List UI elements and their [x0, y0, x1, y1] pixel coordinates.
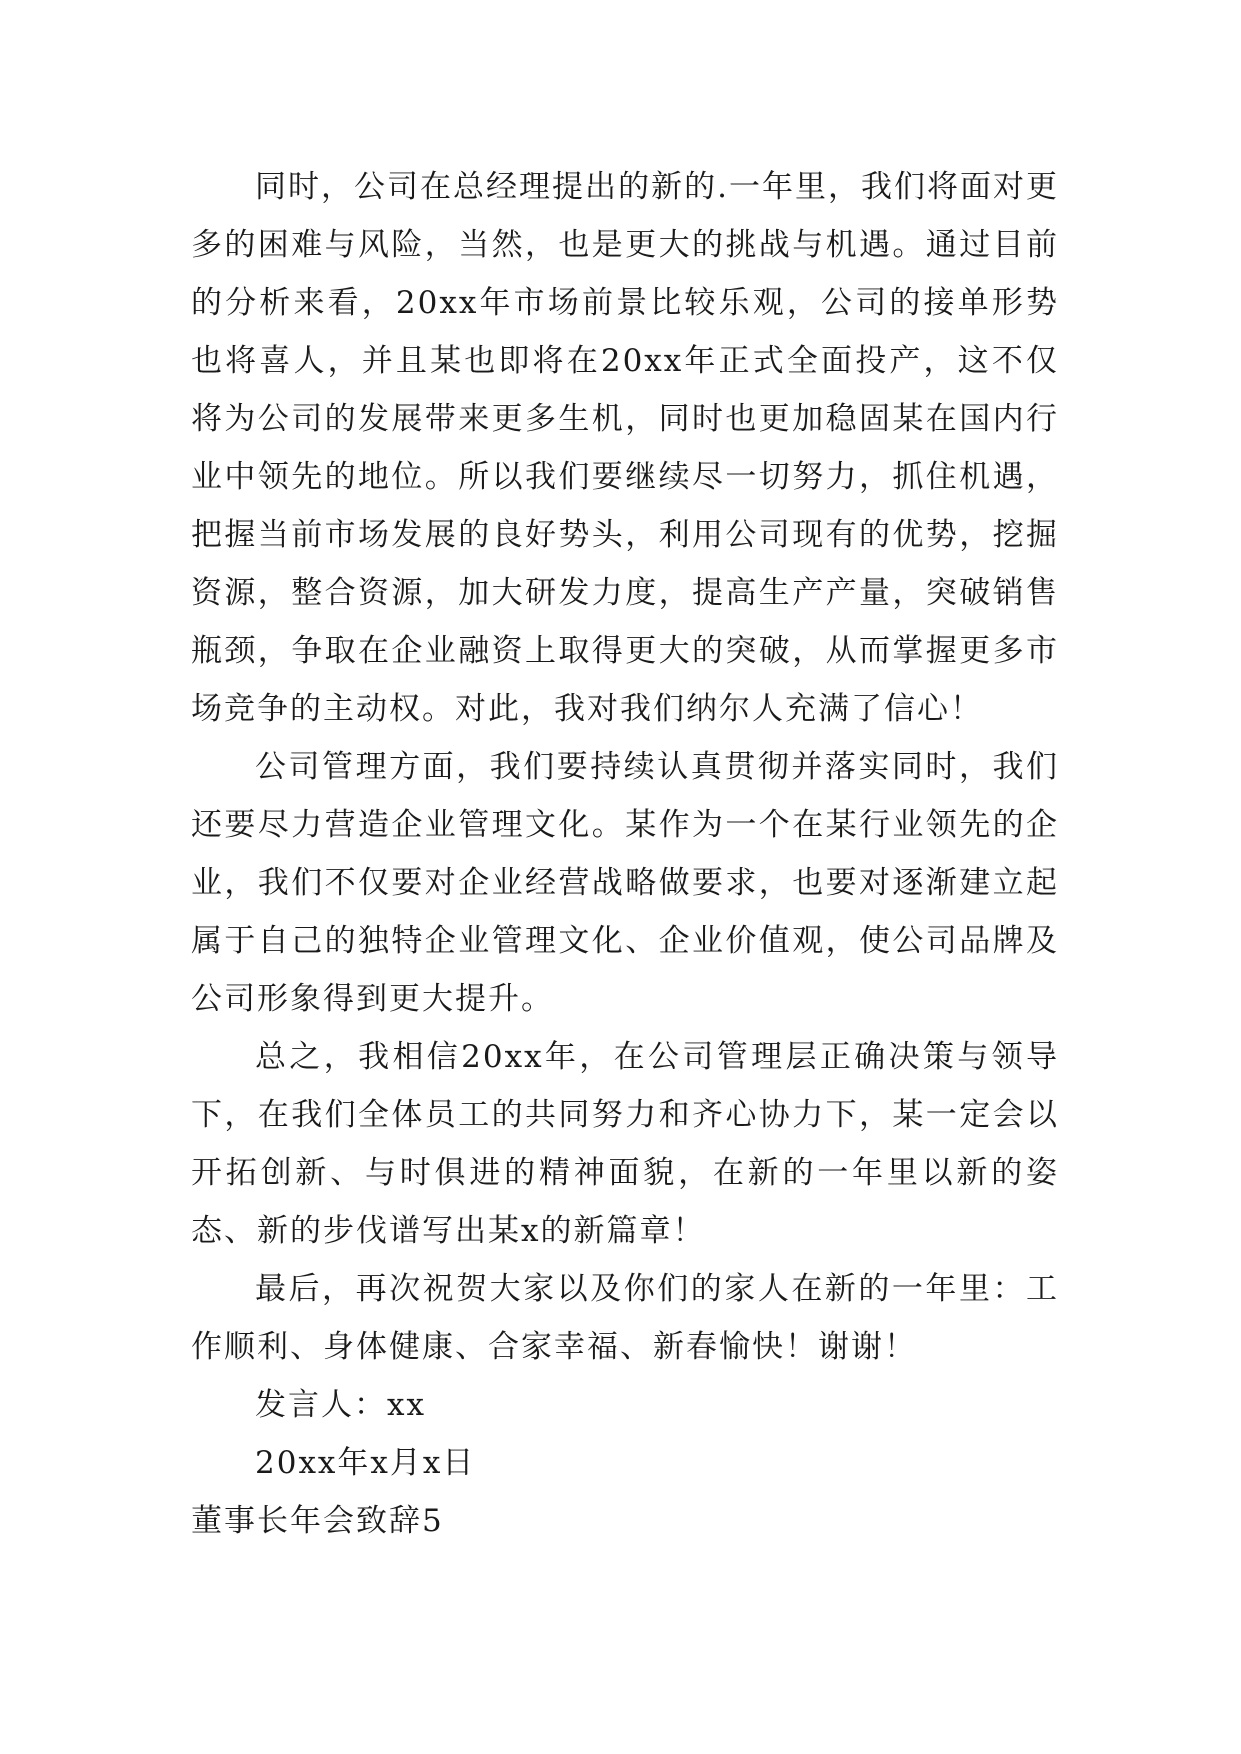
- paragraph-summary: 总之，我相信20xx年，在公司管理层正确决策与领导下，在我们全体员工的共同努力和齐心协力下，某一定会以开拓创新、与时俱进的精神面貌，在新的一年里以新的姿态、新的步伐谱写出某x的新篇章！: [191, 1039, 1059, 1249]
- date-line: 20xx年x月x日: [255, 1445, 476, 1481]
- paragraph-outlook: 同时，公司在总经理提出的新的.一年里，我们将面对更多的困难与风险，当然，也是更大的挑战与机遇。通过目前的分析来看，20xx年市场前景比较乐观，公司的接单形势也将喜人，并且某也即将在20xx年正式全面投产，这不仅将为公司的发展带来更多生机，同时也更加稳固某在国内行业中领先的地位。所以我们要继续尽一切努力，抓住机遇，把握当前市场发展的良好势头，利用公司现有的优势，挖掘资源，整合资源，加大研发力度，提高生产产量，突破销售瓶颈，争取在企业融资上取得更大的突破，从而掌握更多市场竞争的主动权。对此，我对我们纳尔人充满了信心！: [191, 169, 1059, 727]
- paragraph-management: 公司管理方面，我们要持续认真贯彻并落实同时，我们还要尽力营造企业管理文化。某作为一个在某行业领先的企业，我们不仅要对企业经营战略做要求，也要对逐渐建立起属于自己的独特企业管理文化、企业价值观，使公司品牌及公司形象得到更大提升。: [191, 749, 1059, 1017]
- document-page: [191, 158, 1059, 1550]
- next-section-heading: 董事长年会致辞5: [191, 1503, 444, 1539]
- paragraph-closing: 最后，再次祝贺大家以及你们的家人在新的一年里：工作顺利、身体健康、合家幸福、新春愉快！谢谢！: [191, 1271, 1059, 1365]
- speaker-line: 发言人：xx: [255, 1387, 426, 1423]
